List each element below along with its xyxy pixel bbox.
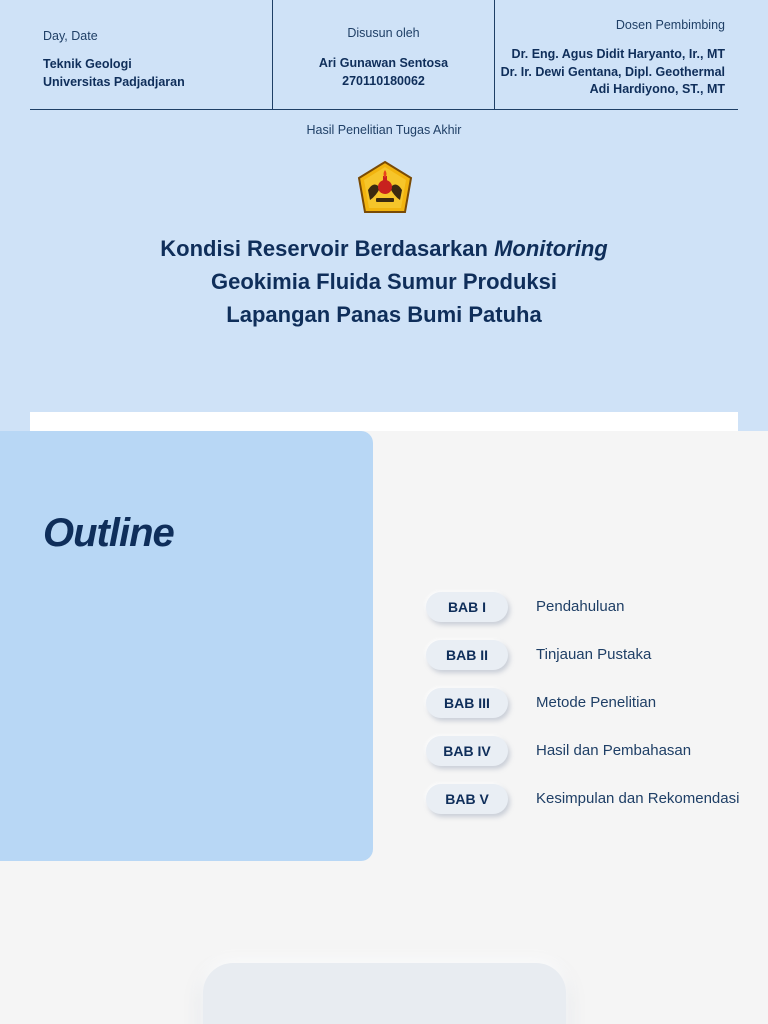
institution-dept: Teknik Geologi <box>43 57 132 71</box>
toc-chapter-title: Kesimpulan dan Rekomendasi <box>536 790 740 807</box>
toc-chapter-badge: BAB IV <box>426 736 508 766</box>
title-line-1-italic: Monitoring <box>494 236 608 261</box>
toc-item-bab-3[interactable] <box>426 688 756 718</box>
advisor-3: Adi Hardiyono, ST., MT <box>589 82 725 96</box>
toc-chapter-title: Pendahuluan <box>536 598 625 615</box>
advisor-1: Dr. Eng. Agus Didit Haryanto, Ir., MT <box>511 47 725 61</box>
header-column-advisors <box>495 0 738 109</box>
outline-title: Outline <box>43 511 174 555</box>
toc-chapter-title: Hasil dan Pembahasan <box>536 742 692 759</box>
author <box>273 55 494 90</box>
cover-header <box>30 0 738 110</box>
title-line-2: Geokimia Fluida Sumur Produksi <box>211 269 557 294</box>
toc-chapter-badge: BAB V <box>426 784 508 814</box>
advisor-list <box>501 46 725 99</box>
institution-university: Universitas Padjadjaran <box>43 74 185 89</box>
university-seal-icon <box>356 160 414 218</box>
toc-item-bab-2[interactable] <box>426 640 756 670</box>
cover-bottom-strip <box>30 412 738 431</box>
header-column-info <box>30 0 273 109</box>
header-column-author <box>273 0 495 109</box>
outline-panel <box>0 431 373 861</box>
toc-chapter-title: Tinjauan Pustaka <box>536 646 652 663</box>
toc-item-bab-4[interactable] <box>426 736 756 766</box>
table-of-contents <box>426 592 756 832</box>
author-label: Disusun oleh <box>347 26 420 40</box>
toc-item-bab-1[interactable] <box>426 592 756 622</box>
title-line-3: Lapangan Panas Bumi Patuha <box>226 302 542 327</box>
cover-slide <box>0 0 768 431</box>
toc-chapter-badge: BAB II <box>426 640 508 670</box>
advisor-label: Dosen Pembimbing <box>615 18 725 32</box>
toc-item-bab-5[interactable] <box>426 784 756 814</box>
cover-title <box>0 232 768 331</box>
author-id: 270110180062 <box>342 73 425 88</box>
date-label: Day, Date <box>43 29 98 43</box>
institution <box>43 56 185 91</box>
toc-chapter-badge: BAB III <box>426 688 508 718</box>
toc-chapter-badge: BAB I <box>426 592 508 622</box>
next-slide-card <box>203 963 566 1024</box>
title-line-1 <box>0 232 768 265</box>
advisor-2: Dr. Ir. Dewi Gentana, Dipl. Geothermal <box>500 64 725 79</box>
title-line-1-text: Kondisi Reservoir Berdasarkan <box>160 236 495 261</box>
outline-slide <box>0 431 768 861</box>
toc-chapter-title: Metode Penelitian <box>536 694 657 711</box>
cover-subtitle: Hasil Penelitian Tugas Akhir <box>306 123 462 137</box>
author-name: Ari Gunawan Sentosa <box>318 56 449 70</box>
